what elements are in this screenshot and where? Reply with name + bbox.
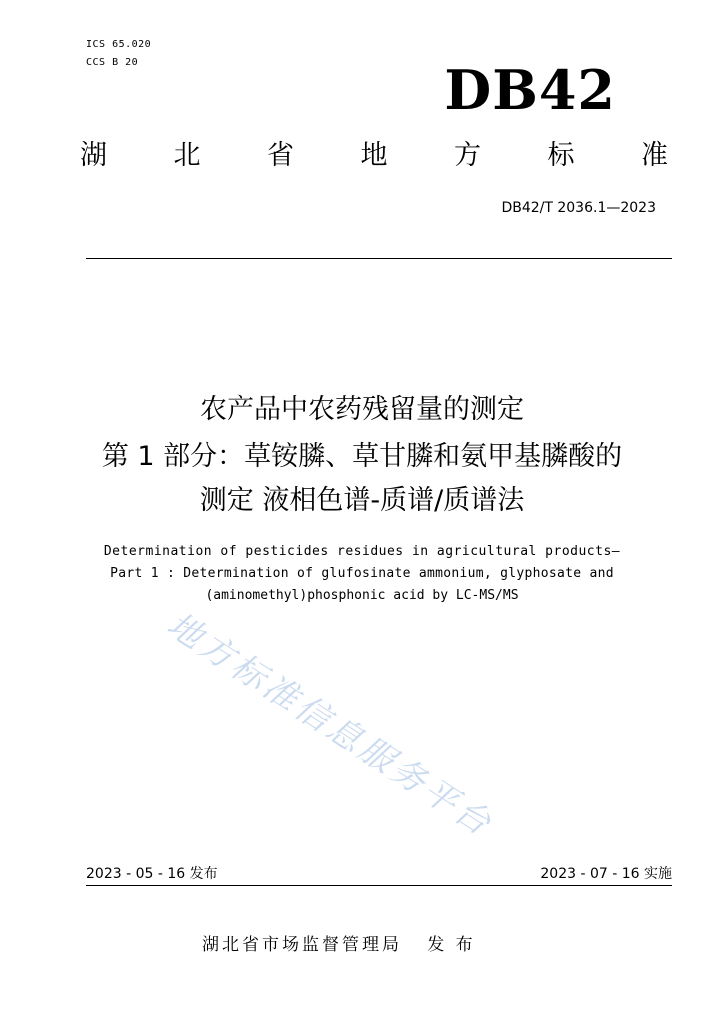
watermark: 地方标准信息服务平台 <box>159 604 501 846</box>
title-en-line-1: Determination of pesticides residues in agricultural products— <box>103 544 621 559</box>
title-zh-line-3: 测定 液相色谱-质谱/质谱法 <box>199 485 525 516</box>
agency-title <box>80 138 668 174</box>
footer-divider <box>86 885 672 886</box>
header-divider <box>86 258 672 259</box>
title-zh-line-2: 第 1 部分：草铵膦、草甘膦和氨甲基膦酸的 <box>101 441 623 472</box>
title-en-line-3: (aminomethyl)phosphonic acid by LC-MS/MS <box>205 588 519 603</box>
title-en-line-2: Part 1 : Determination of glufosinate ammonium, glyphosate and <box>110 566 614 581</box>
issue-date: 2023 - 05 - 16 发布 <box>86 866 218 882</box>
agency-char: 准 <box>641 140 668 171</box>
ics-code: ICS 65.020 <box>86 39 152 50</box>
standard-number: DB42/T 2036.1—2023 <box>501 200 656 216</box>
issuer-name: 湖北省市场监督管理局 <box>202 935 402 955</box>
agency-char: 北 <box>173 140 201 171</box>
agency-char: 地 <box>360 140 388 171</box>
issuer-action: 发 布 <box>427 935 476 955</box>
agency-char: 湖 <box>80 140 107 171</box>
agency-char: 省 <box>267 140 294 171</box>
implementation-date: 2023 - 07 - 16 实施 <box>540 866 672 882</box>
agency-char: 方 <box>454 140 481 171</box>
title-zh-line-1: 农产品中农药残留量的测定 <box>200 394 524 425</box>
issuer-line <box>202 933 476 957</box>
ccs-code: CCS B 20 <box>86 57 139 68</box>
agency-char: 标 <box>547 140 575 171</box>
standard-logo: DB42 <box>444 58 616 122</box>
